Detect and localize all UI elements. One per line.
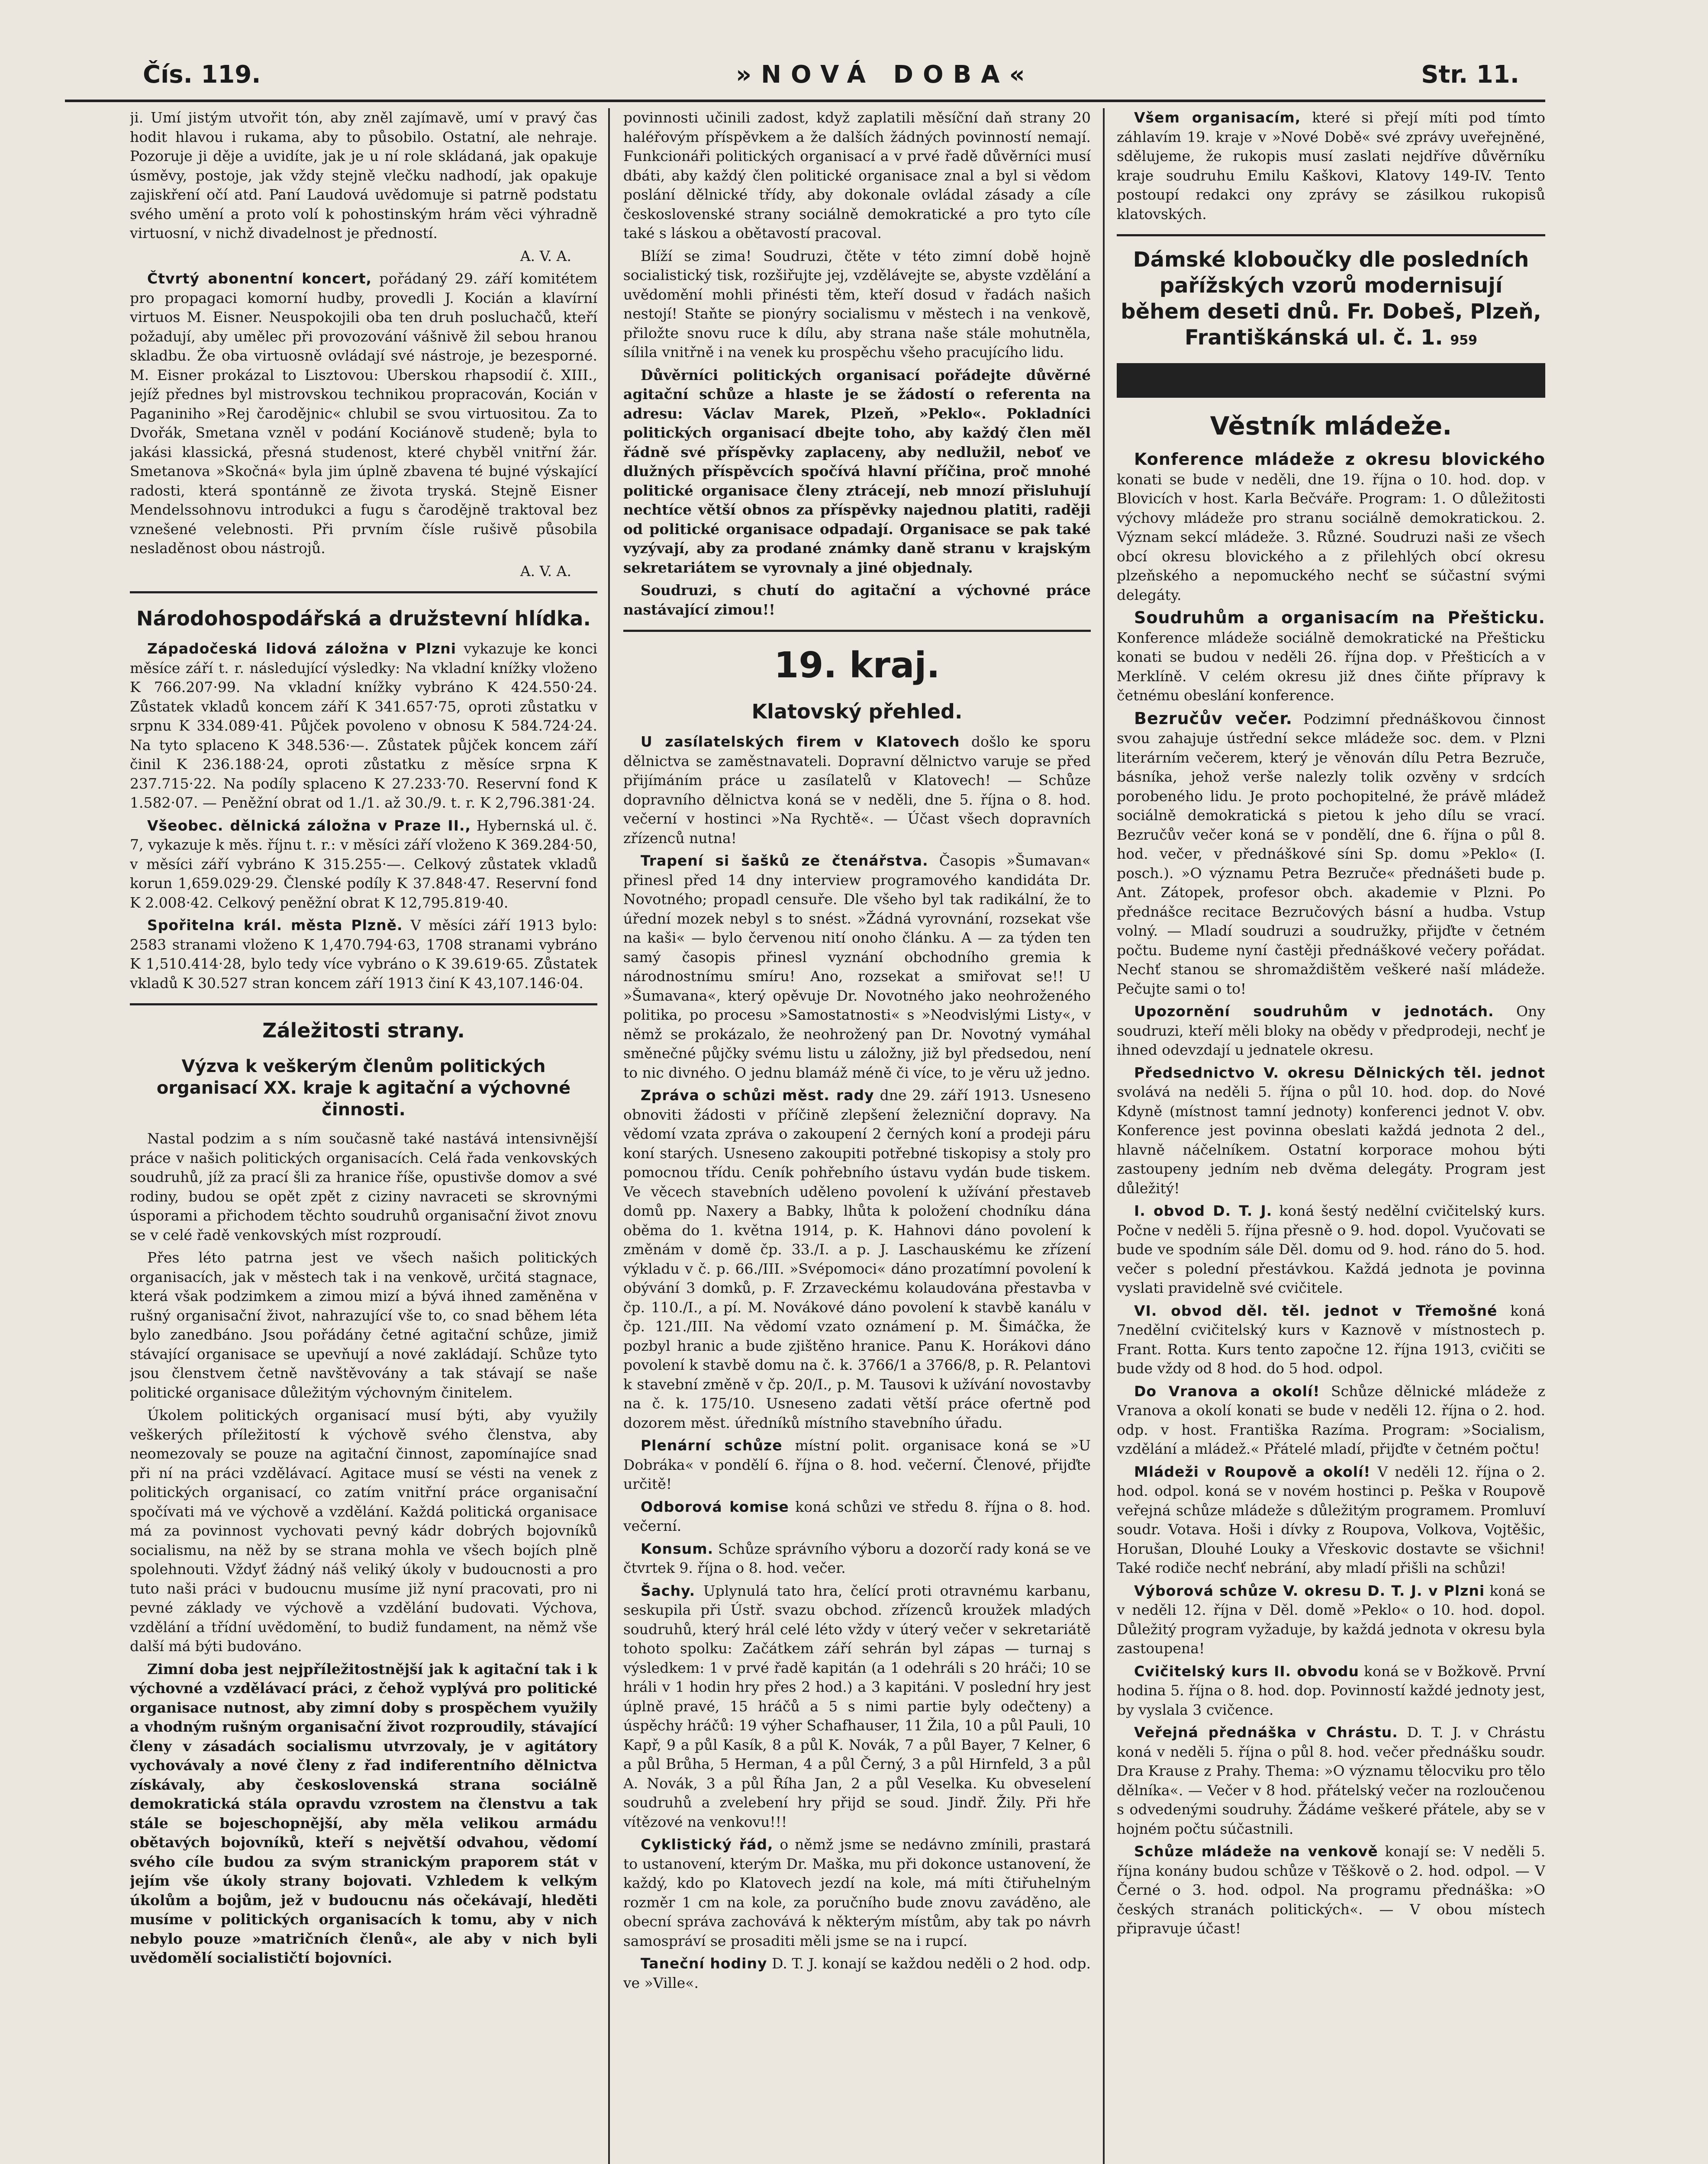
article-lead: Předsednictvo V. okresu Dělnických těl. jednot	[1134, 1064, 1545, 1081]
article-text: konati se bude v neděli, dne 19. října o 10. hod. dop. v Blovicích v host. Karla Bečváře. Program: 1. O důležitosti výchovy mládeže pro stranu sociálně demokratickou. 2. Význam sekcí mládeže. 3. Různé. Soudruzi naši ze všech obcí okresu blovického a z přilehlých obcí okresu plzeňského a nepomuckého nechť se súčastní svými delegáty.	[1117, 470, 1545, 603]
article-lead: Spořitelna král. města Plzně.	[147, 917, 403, 934]
article-paragraph	[1117, 1723, 1545, 1839]
article-lead: Cvičitelský kurs II. obvodu	[1134, 1662, 1359, 1680]
article-lead: Konference mládeže z okresu blovického	[1134, 450, 1545, 469]
advertisement	[1117, 247, 1545, 354]
article-text: V neděli 12. října o 2. hod. odpol. koná se v novém hostinci p. Peška v Roupově veřejná schůze mládeže s důležitým programem. Promluví soudr. Votava. Hoši i dívky z Roupova, Volkova, Vojtěšic, Horušan, Dlouhé Louky a Vřeskovic dostavte se všichni! Také rodiče nechť nebrání, aby mladí přišli na schůzi!	[1117, 1463, 1545, 1576]
article-paragraph	[1117, 1382, 1545, 1459]
article-text: konají se: V neděli 5. října konány budou schůze v Těškově o 2. hod. odpol. — V Černé o 3. hod. odpol. Na programu přednáška: »O českých stranách politických«. — V obou místech připravuje účast!	[1117, 1843, 1545, 1937]
article-text: koná šestý nedělní cvičitelský kurs. Počne v neděli 5. října přesně o 9. hod. dopol. Vyučovati se bude ve spodním sále Děl. domu od 9. hod. ráno do 5. hod. večer s polední přestávkou. Každá jednota je povinna vyslati pravidelně své cvičitele.	[1117, 1202, 1545, 1296]
article-paragraph	[1117, 709, 1545, 999]
article-paragraph	[1117, 1002, 1545, 1060]
region-heading: 19. kraj.	[774, 645, 940, 686]
article-text: došlo ke sporu dělnictva se zaměstnavateli. Dopravní dělnictvo varuje se před přijímáním práce u zasílatelů v Klatovech! — Schůze dopravního dělnictva koná se v neděli, dne 5. října o 8. hod. večerní v hostinci »Na Rychtě«. — Účast všech dopravních zřízenců nutna!	[623, 733, 1091, 847]
column-rule	[1103, 108, 1105, 2164]
article-lead: Zpráva o schůzi měst. rady	[641, 1087, 874, 1104]
advertisement-text: Dámské kloboučky dle posledních pařížských vzorů modernisují během deseti dnů. Fr. Dobeš, Plzeň, Františkánská ul. č. 1.	[1121, 248, 1541, 350]
article-paragraph	[623, 1086, 1091, 1433]
article-lead: Konsum.	[641, 1540, 714, 1557]
article-lead: Bezručův večer.	[1134, 708, 1293, 728]
section-divider	[130, 1003, 597, 1005]
article-text: Hybernská ul. č. 7, vykazuje k měs. říjnu t. r.: v měsíci září vloženo K 369.284·50, v měsíci září vybráno K 315.255·—. Celkový zůstatek vkladů korun 1,659.029·29. Členské podíly K 37.848·47. Reservní fond K 2.008·42. Celkový peněžní obrat K 12,795.819·40.	[130, 817, 597, 911]
article-lead: Západočeská lidová záložna v Plzni	[147, 640, 457, 657]
section-heading: Věstník mládeže.	[1210, 411, 1452, 441]
article-lead: Mládeži v Roupově a okolí!	[1134, 1463, 1371, 1480]
issue-number: Čís. 119.	[143, 61, 261, 89]
article-paragraph	[623, 732, 1091, 848]
article-text: Schůze dělnické mládeže z Vranova a okolí konati se bude v neděli 12. října o 2. hod. odp. v host. Františka Razíma. Program: »Socialism, vzdělání a mládež.« Přátelé mladí, přijďte v četném počtu!	[1117, 1382, 1545, 1457]
article-paragraph	[1117, 1201, 1545, 1298]
article-paragraph	[1117, 1662, 1545, 1720]
section-heading: Klatovský přehled.	[751, 700, 963, 723]
article-paragraph	[1117, 1301, 1545, 1378]
newspaper-page	[65, 39, 1545, 2164]
article-lead: Cyklistický řád,	[641, 1836, 773, 1853]
article-lead: Soudruhům a organisacím na Přešticku.	[1134, 608, 1545, 627]
article-paragraph	[1117, 1063, 1545, 1198]
masthead	[65, 52, 1545, 102]
newspaper-title: »NOVÁ DOBA«	[736, 61, 1034, 89]
article-text: D. T. J. konají se každou neděli o 2 hod. odp. ve »Ville«.	[623, 1955, 1091, 1991]
article-paragraph	[623, 1436, 1091, 1494]
article-paragraph	[130, 639, 597, 813]
article-lead: Odborová komise	[641, 1498, 789, 1515]
section-heading: Národohospodářská a družstevní hlídka.	[136, 607, 591, 630]
article-lead: Veřejná přednáška v Chrástu.	[1134, 1724, 1398, 1741]
article-paragraph	[623, 1835, 1091, 1951]
article-paragraph: Úkolem politických organisací musí býti, aby využily veškerých příležitostí k výchově svého členstva, aby neomezovaly se pouze na agitační činnost, zapomínajíce snad při ní na práci vzdělávací. Agitace musí se vésti na venek z politických organisací, co zatím vnitřní práce organisační spočívati má ve výchově a vzdělání. Každá politická organisace má za povinnost vychovati pevný kádr dobrých bojovníků socialismu, na něž by se strana mohla ve všech bojích plně spolehnouti. Vždyť žádný náš veliký úkoly v budoucnosti a pro tuto naši práci v budoucnu musíme již nyní pracovati, pro ni pevné základy ve výchově a vzdělání budovati. Výchova, vzdělání a třídní uvědomění, to budiž fundament, na němž vše další má býti budováno.	[130, 1407, 597, 1655]
article-text: pořádaný 29. září komitétem pro propagaci komorní hudby, provedli J. Kocián a klavírní virtuos M. Eisner. Neuspokojili oba ten druh posluchačů, kteří požadují, aby umělec při provozování vášnivě žil sebou hranou skladbu. Že oba virtuosně ovládají své nástroje, je bezesporné. M. Eisner prokázal to Lisztovou: Uberskou rhapsodií č. XIII., jejíž přednes byl mistrovskou technikou propracován, Kocián v Paganiniho »Rej čarodějnic« chlubil se svou virtuositou. Za to Dvořák, Smetana vzněl v podání Kociánově studeně; byla to jakási klassická, přesná studenost, které chyběl vnitřní žár. Smetanova »Skočná« byla jim úplně zbavena té bujné výskající radosti, která spontánně ze života tryská. Stejně Eisner Mendelssohnovu introdukci a fugu s čarodějně traktoval bez vznešené velebnosti. Při prvním čísle rušivě působila nesladěnost obou nástrojů.	[130, 270, 597, 557]
article-text: koná schůzi ve středu 8. října o 8. hod. večerní.	[623, 1498, 1091, 1534]
article-lead: Do Vranova a okolí!	[1134, 1382, 1320, 1400]
article-lead: Schůze mládeže na venkově	[1134, 1843, 1378, 1860]
article-paragraph	[1117, 1581, 1545, 1658]
column-right	[1117, 108, 1545, 2164]
article-paragraph	[130, 916, 597, 993]
article-text: Podzimní přednáškovou činnost svou zahajuje ústřední sekce mládeže soc. dem. v Plzni literárním večerem, který je věnován dílu Petra Bezruče, básníka, jehož verše nalezly tolik ozvěny v srdcích porobeného lidu. Je proto pochopitelné, že právě mládež sociálně demokratická s pietou k jeho dílu se vrací. Bezručův večer koná se v pondělí, dne 6. října o půl 8. hod. večer, v přednáškové síni Sp. domu »Peklo« (I. posch.). »O významu Petra Bezruče« přednášeti bude p. Ant. Zátopek, profesor obch. akademie v Plzni. Po přednášce recitace Bezručových básní a hudba. Vstup volný. — Mladí soudruzi a soudružky, přijďte v četném počtu. Budeme nyní častěji přednáškové večery pořádat. Nechť stanou se shromaždištěm veškeré naší mládeže. Pečujte sami o to!	[1117, 710, 1545, 997]
article-text: koná 7nedělní cvičitelský kurs v Kaznově v místnostech p. Frant. Rotta. Kurs tento započne 12. října 1913, cvičiti se bude vždy od 8 hod. do 5 hod. odpol.	[1117, 1302, 1545, 1377]
article-lead: Upozornění soudruhům v jednotách.	[1134, 1003, 1494, 1020]
article-paragraph: Soudruzi, s chutí do agitační a výchovné práce nastávající zimou!!	[623, 582, 1091, 618]
article-paragraph: povinnosti učinili zadost, když zaplatili měsíční daň strany 20 haléřovým příspěvkem a že dalších žádných povinností nemají. Funkcionáři politických organisací a v prvé řadě důvěrníci musí dbáti, aby každý člen politické organisace znal a byl si vědom poslání dělnické třídy, aby dokonale ovládal zásady a cíle československé strany sociálně demokratické a pro tyto cíle také s láskou a obětavostí pracoval.	[623, 109, 1091, 242]
article-text: vykazuje ke konci měsíce září t. r. následující výsledky: Na vkladní knížky vloženo K 766.207·99. Na vkladní knížky vybráno K 424.550·24. Zůstatek vkladů koncem září K 341.657·75, oproti zůstatku v srpnu K 334.089·41. Půjček povoleno v obnosu K 584.724·24. Na tyto splaceno K 348.536·—. Zůstatek půjček koncem září činil K 236.188·24, oproti zůstatku z měsíce srpna K 237.715·22. Na podíly splaceno K 27.233·70. Reservní fond K 1.582·07. — Peněžní obrat od 1./1. až 30./9. t. r. K 2,796.381·24.	[130, 640, 597, 811]
article-paragraph	[623, 851, 1091, 1082]
article-lead: Trapení si šašků ze čtenářstva.	[641, 852, 928, 869]
article-lead: VI. obvod děl. těl. jednot v Třemošné	[1134, 1302, 1498, 1319]
article-text: D. T. J. v Chrástu koná v neděli 5. října o půl 8. hod. večer přednášku soudr. Dra Krause z Prahy. Thema: »O významu tělocviku pro tělo dělníka«. — Večer v 8 hod. přátelský večer na rozloučenou s odvedenými soudruhy. Žádáme veškeré přátele, aby se v hojném počtu súčastnili.	[1117, 1724, 1545, 1837]
article-paragraph	[1117, 450, 1545, 605]
page-number: Str. 11.	[1421, 61, 1519, 89]
section-divider	[1117, 234, 1545, 236]
article-paragraph: ji. Umí jistým utvořit tón, aby zněl zajímavě, umí v pravý čas hodit hlavou i rukama, aby to působilo. Ostatní, ale nehraje. Pozoruje ji děje a uvidíte, jak je u ní role skládaná, jak opakuje úsměvy, postoje, jak vždy stejně vlečku nadhodí, jak opakuje zajiskření očí atd. Paní Laudová uvědomuje si patrně podstatu svého umění a proto volí k pohostinským hrám věci výhradně virtuosní, v nichž divadelnost je předností.	[130, 109, 597, 242]
article-paragraph	[623, 1497, 1091, 1536]
article-lead: Šachy.	[641, 1582, 696, 1599]
article-lead: Všem organisacím,	[1134, 109, 1301, 126]
article-lead: I. obvod D. T. J.	[1134, 1202, 1273, 1219]
column-middle	[623, 108, 1091, 2164]
article-text: Schůze správního výboru a dozorčí rady koná se ve čtvrtek 9. října o 8. hod. večer.	[623, 1540, 1091, 1576]
article-text: Konference mládeže sociálně demokratické na Přešticku konati se budou v neděli 26. října dop. v Přešticích a v Merklíně. V celém okresu již dnes čiňte přípravy k četnému obeslání konference.	[1117, 629, 1545, 704]
article-text: Ony soudruzi, kteří měli bloky na obědy v předprodeji, nechť je ihned odevzdají u jednatele okresu.	[1117, 1003, 1545, 1058]
article-lead: Čtvrtý abonentní koncert,	[147, 270, 372, 287]
article-paragraph	[623, 1539, 1091, 1578]
article-text: koná se v neděli 12. října v Děl. domě »Peklo« o 10. hod. dopol. Důležitý program vyžaduje, by každá jednota v okresu byla zastoupena!	[1117, 1582, 1545, 1657]
article-text: které si přejí míti pod tímto záhlavím 19. kraje v »Nové Době« své zprávy uveřejněné, sdělujeme, že rukopis musí zaslati nejdříve důvěrníku kraje soudruhu Emilu Kaškovi, Klatovy 149-IV. Tento postoupí redakci ony zprávy se zásilkou rukopisů klatovských.	[1117, 109, 1545, 222]
article-paragraph	[130, 816, 597, 913]
article-text: místní polit. organisace koná se »U Dobráka« v pondělí 6. října o 8. hod. večerní. Členové, přijďte určitě!	[623, 1437, 1091, 1492]
article-text: svolává na neděli 5. října o půl 10. hod. dop. do Nové Kdyně (místnost tamní jednoty) konferenci jednot V. obv. Konference jest povinna obeslati každá jednota 2 del., hlavně náčelníkem. Ostatní korporace mohou býti zastoupeny jedním neb dvěma delegáty. Program jest důležitý!	[1117, 1083, 1545, 1197]
article-paragraph	[1117, 1842, 1545, 1939]
article-text: koná se v Božkově. První hodina 5. října o 8. hod. dop. Povinností každé jednoty jest, by vyslala 3 cvičence.	[1117, 1662, 1545, 1718]
article-paragraph	[623, 1581, 1091, 1832]
section-bar	[1117, 363, 1545, 398]
article-text: o němž jsme se nedávno zmínili, prastará to ustanovení, kterým Dr. Maška, mu při dokonce ustanovení, že každý, kdo po Klatovech jezdí na kole, má míti čtiřuhelným rozměr 1 cm na kole, za poručního bude znovu zaváděno, ale obecní správa zachovává k některým místům, aby tak po návrh samospráví se prosaditi měli jsme se na i rupcí.	[623, 1836, 1091, 1949]
article-paragraph: Zimní doba jest nejpříležitostnější jak k agitační tak i k výchovné a vzdělávací práci, z čehož vyplývá pro politické organisace nutnost, aby zimní doby s prospěchem využily a vhodným rušným organisační život rozproudily, stávající členy v zásadách socialismu utvrzovaly, je v agitátory vychovávaly a nové členy z řad indiferentního dělnictva získávaly, aby československá strana sociálně demokratická stála opravdu vzrostem na členstvu a tak stále se bojeschopnější, aby měla velikou armádu obětavých bojovníků, kteří s největší odvahou, vědomí svého cíle budou za svým stranickým praporem stát v jejím vše úkoly strany bojovati. Vzhledem k velkým úkolům a bojům, jež v budoucnu nás očekávají, hleděti musíme v politických organisacích k tomu, aby v nich nebylo pouze »matričních členů«, ale aby v nich byli uvědomělí socialističtí bojovníci.	[130, 1660, 597, 1966]
article-lead: U zasílatelských firem v Klatovech	[641, 733, 960, 750]
column-left	[130, 108, 597, 2164]
article-paragraph: Nastal podzim a s ním současně také nastává intensivnější práce v našich politických organisacích. Celá řada venkovských soudruhů, jíž za prací šli za hranice říše, opustivše domov a své rodiny, budou se opět zpět z ciziny navraceti se skrovnými úsporami a přichodem těchto soudruhů organisační život znovu se v celé řadě venkovských míst rozproudí.	[130, 1130, 597, 1243]
author-signature: A. V. A.	[520, 562, 571, 580]
section-divider	[130, 591, 597, 593]
advertisement-number: 959	[1450, 333, 1477, 348]
article-text: Časopis »Šumavan« přinesl před 14 dny interview programového kandidáta Dr. Novotného; propadl censuře. Dle všeho byl tak radikální, že to úřední mozek nebyl s to snést. »Žádná vyrovnání, rozsekat vše na kaši« — bylo červenou nití onoho článku. A — za týden ten samý časopis přinesl vyznání obchodního gremia k národnostnímu smíru! Ano, rozsekat a smiřovat se!! U »Šumavana«, který opěvuje Dr. Novotného jako neohroženého politika, po procesu »Samostatnosti« s »Neodvislými Listy«, v němž se prokázalo, že neohrožený pan Dr. Novotný vymáhal směnečné půjčky svému listu u záložny, již byl předsedou, není to nic divného. O jednu blamáž méně či více, to je věru už jedno.	[623, 852, 1091, 1081]
article-lead: Všeobec. dělnická záložna v Praze II.,	[147, 817, 471, 834]
article-paragraph	[1117, 608, 1545, 705]
section-heading: Záležitosti strany.	[262, 1019, 465, 1042]
article-lead: Výborová schůze V. okresu D. T. J. v Plzni	[1134, 1582, 1485, 1599]
article-paragraph: Blíží se zima! Soudruzi, čtěte v této zimní době hojně socialistický tisk, rozšiřujte jej, vzdělávejte se, abyste vzdělání a uvědomění mohli přinésti těm, kteří dosud v řadách našich nestojí! Staňte se pionýry socialismu v městech i na venkově, přiložte snovu ruce k dílu, aby strana naše stále mohutněla, sílila vnitřně i na venek ku prospěchu všeho pracujícího lidu.	[623, 247, 1091, 361]
article-paragraph	[1117, 108, 1545, 224]
article-text: Uplynulá tato hra, čelící proti otravnému karbanu, seskupila při Ústř. svazu obchod. zřízenců kroužek mladých soudruhů, který hrál celé léto vždy v úterý večer v sekretariátě tohoto spolku: Začátkem září sehrán byl zápas — turnaj s výsledkem: 1 v prvé řadě kapitán (a 1 odehráli s 20 hráči; 10 se hráli v 1 hodin hry přes 2 hod.) a 3 kapitáni. V poslední hry jest úplně pravé, 15 hráčů a 5 s nimi partie byly odečteny) a úspěchy hráčů: 19 výher Schafhauser, 11 Žila, 10 a půl Pauli, 10 Kapř, 9 a půl Kasík, 8 a půl K. Novák, 7 a půl Bayer, 7 Kelner, 6 a půl Brůha, 5 Herman, 4 a půl Černý, 3 a půl Hirnfeld, 3 a půl A. Novák, 3 a půl Říha Jan, 2 a půl Veselka. Ku obveselení soudruhů a zvelebení hry přijd se soud. Jindř. Žily. Při hře vítězové na venkovu!!!	[623, 1582, 1091, 1830]
article-paragraph	[130, 269, 597, 558]
article-text: V měsíci září 1913 bylo: 2583 stranami vloženo K 1,470.794·63, 1708 stranami vybráno K 1,510.414·28, bylo tedy více vybráno o K 39.619·65. Zůstatek vkladů K 30.527 stran koncem září 1913 činí K 43,107.146·04.	[130, 917, 597, 992]
article-lead: Plenární schůze	[641, 1437, 783, 1454]
author-signature: A. V. A.	[520, 247, 571, 264]
article-paragraph: Přes léto patrna jest ve všech našich politických organisacích, jak v městech tak i na venkově, určitá stagnace, která však podzimkem a zimou mizí a bývá ihned zaměněna v rušný organisační život, nahrazující vše to, co snad během léta bylo zanedbáno. Jsou pořádány četné agitační schůze, jimiž stávající organisace se upevňují a nové zakládají. Schůze tyto jsou členstvem četně navštěvovány a tak stávají se naše politické organisace důležitým výchovným činitelem.	[130, 1249, 597, 1401]
column-rule	[608, 108, 610, 2164]
article-text: dne 29. září 1913. Usneseno obnoviti žádosti v příčině zlepšení železniční dopravy. Na vědomí vzata zpráva o zakoupení 2 černých koní a prodeji páru koní starých. Usneseno zakoupiti potřebné tiskopisy a stoly pro pomocnou třídu. Ceník pohřebního ústavu vydán bude tiskem. Ve věcech stavebních uděleno povolení k užívání přestaveb domů pp. Naxery a Babky, lhůta k položení chodníku dána oběma do 1. května 1914, p. K. Hahnovi dáno povolení k změnám v domě čp. 33./I. a p. J. Laschauskému ke zřízení výkladu v č. p. 66./III. »Svépomoci« dáno prozatímní povolení k obývání 3 domků, p. F. Zrzaveckému kolaudována přestavba v čp. 110./I., a pí. M. Novákové dáno povolení k stavbě kanálu v čp. 121./III. Na vědomí vzato oznámení p. M. Šimáčka, že pozbyl hranic a bude zjištěno hranice. Panu K. Horákovi dáno povolení k stavbě domu na č. k. 3766/1 a 3766/8, p. R. Pelantovi k stavební změně v čp. 20/I., p. M. Tausovi k užívání novostavby na č. k. 175/10. Usneseno zadati větší práce ofertně pod dozorem měst. úředníků místního stavebního úřadu.	[623, 1087, 1091, 1431]
article-paragraph: Důvěrníci politických organisací pořádejte důvěrné agitační schůze a hlaste je se žádostí o referenta na adresu: Václav Marek, Plzeň, »Peklo«. Pokladníci politických organisací dbejte toho, aby každý člen měl řádně své příspěvky zaplaceny, aby nedlužil, neboť ve dlužných příspěvcích spočívá hlavní příčina, proč mnohé politické organisace členy ztrácejí, neb mnozí přisluhují nechtíce větší obnos za příspěvky najednou platiti, raději od politické organisace odpadají. Organisace se pak také vyzývají, aby za prodané známky daně stranu v krajským sekretariátem se vyrovnaly a jiné objednaly.	[623, 366, 1091, 576]
article-paragraph	[1117, 1462, 1545, 1578]
article-lead: Taneční hodiny	[641, 1955, 767, 1972]
article-paragraph	[623, 1954, 1091, 1993]
section-divider	[623, 630, 1091, 632]
article-heading: Výzva k veškerým členům politických organisací XX. kraje k agitační a výchovné činnosti.	[156, 1056, 571, 1120]
